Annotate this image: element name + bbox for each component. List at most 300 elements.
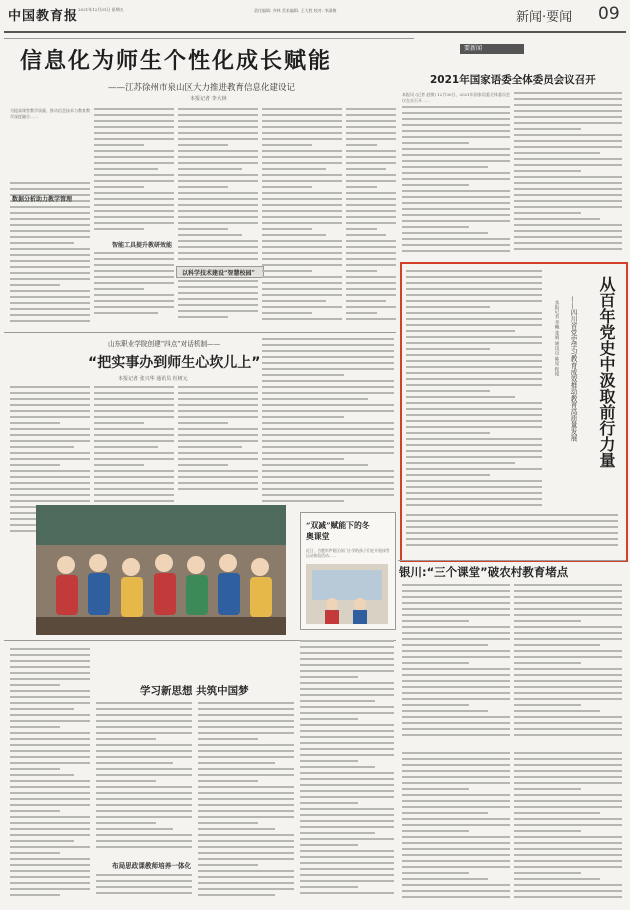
rb-text-col-3 [402,752,510,902]
text-line [94,180,174,182]
text-line [402,250,510,252]
text-line [406,544,618,546]
text-line [262,216,342,218]
text-line [262,234,326,236]
text-line [402,190,510,192]
text-line [10,266,74,268]
text-line [300,658,394,660]
text-line [178,286,258,288]
text-line [406,414,542,416]
text-line [10,218,90,220]
text-line [406,420,542,422]
lead-text-col-2b [94,252,174,322]
text-line [10,810,60,812]
text-line [514,206,622,208]
text-line [262,282,342,284]
text-line [262,488,394,490]
text-line [514,848,622,850]
text-line [514,818,622,820]
text-line [178,162,258,164]
text-line [402,782,510,784]
text-line [300,652,394,654]
text-line [178,180,258,182]
text-line [406,504,542,506]
text-line [406,498,542,500]
text-line [96,840,192,842]
text-line [402,770,510,772]
text-line [346,132,396,134]
text-line [514,116,622,118]
children-photo-image [36,505,286,635]
feature-text [406,270,542,510]
text-line [514,104,622,106]
text-line [94,162,174,164]
text-line [94,144,144,146]
text-line [178,416,258,418]
text-line [10,488,90,490]
text-line [198,882,294,884]
text-line [198,786,294,788]
text-line [402,842,510,844]
text-line [10,320,90,322]
text-line [262,446,394,448]
text-line [514,110,622,112]
text-line [402,650,510,652]
text-line [262,344,394,346]
text-line [514,632,622,634]
text-line [402,662,469,664]
text-line [402,704,469,706]
text-line [10,434,90,436]
text-line [300,826,394,828]
text-line [402,866,510,868]
text-line [262,458,344,460]
text-line [300,682,394,684]
text-line [514,176,622,178]
text-line [178,174,258,176]
text-line [402,118,510,120]
text-line [10,732,90,734]
text-line [300,868,394,870]
text-line [198,780,258,782]
text-line [346,174,396,176]
text-line [96,726,192,728]
text-line [346,108,396,110]
text-line [514,776,622,778]
text-line [300,640,394,642]
text-line [94,294,174,296]
text-line [402,226,469,228]
newspaper-logo: 中国教育报 [8,9,79,24]
text-line [402,656,510,658]
text-line [178,398,258,400]
text-line [10,738,90,740]
text-line [10,792,90,794]
text-line [300,712,394,714]
text-line [402,884,510,886]
classroom-photo-image [306,564,388,624]
text-line [96,774,192,776]
text-line [96,804,192,806]
text-line [198,864,258,866]
text-line [514,890,622,892]
text-line [346,216,396,218]
text-line [94,222,174,224]
text-line [96,744,192,746]
text-line [10,690,90,692]
text-line [262,204,342,206]
lead-byline: 本报记者 李大林 [190,96,227,102]
text-line [406,276,542,278]
text-line [346,192,396,194]
text-line [514,752,622,754]
text-line [10,182,90,184]
lead-subhead-3: 以科学技术建设“智慧校园” [182,270,255,277]
text-line [406,538,618,540]
news-photo [36,505,286,635]
text-line [346,168,386,170]
text-line [178,252,258,254]
text-line [10,296,90,298]
text-line [300,724,394,726]
text-line [94,216,174,218]
text-line [96,732,192,734]
text-line [94,482,174,484]
text-line [10,648,90,650]
text-line [178,452,258,454]
feature-subtitle: ——四川省党史学习教育成效推动教育高质量发展 [569,296,577,442]
lead-text-col-2 [94,108,174,238]
text-line [402,106,510,108]
text-line [402,130,510,132]
text-line [300,832,375,834]
text-line [402,878,488,880]
text-line [262,500,344,502]
text-line [198,888,294,890]
text-line [402,584,510,586]
text-line [198,810,294,812]
text-line [10,678,90,680]
text-line [262,168,326,170]
text-line [406,514,618,516]
text-line [346,270,377,272]
text-line [514,620,581,622]
text-line [10,260,90,262]
text-line [300,814,394,816]
text-line [10,470,90,472]
text-line [178,458,258,460]
text-line [346,300,386,302]
text-line [10,212,90,214]
text-line [514,860,622,862]
right-bottom-headline: 银川:“三个课堂”破农村教育堵点 [399,565,569,579]
text-line [178,216,258,218]
text-line [10,858,90,860]
text-line [10,458,90,460]
mid-headline: “把实事办到师生心坎儿上” [88,355,261,371]
text-line [94,150,174,152]
text-line [178,304,258,306]
text-line [94,186,144,188]
text-line [514,212,581,214]
text-line [10,188,90,190]
text-line [402,136,510,138]
text-line [198,738,258,740]
text-line [514,866,622,868]
mid-text-col-3 [178,386,258,496]
text-line [94,138,174,140]
text-line [96,786,192,788]
text-line [406,294,542,296]
text-line [402,208,510,210]
text-line [198,720,294,722]
text-line [406,306,490,308]
text-line [514,812,600,814]
text-line [514,668,622,670]
text-line [402,794,510,796]
text-line [178,440,258,442]
text-line [94,488,174,490]
text-line [514,122,622,124]
text-line [514,722,622,724]
text-line [514,716,622,718]
text-line [10,798,90,800]
text-line [346,114,396,116]
text-line [96,714,192,716]
text-line [402,602,510,604]
text-line [96,762,173,764]
text-line [514,242,622,244]
text-line [402,764,510,766]
text-line [10,254,90,256]
text-line [514,92,622,94]
text-line [198,858,294,860]
text-line [96,810,192,812]
text-line [514,134,622,136]
text-line [514,158,622,160]
text-line [514,872,581,874]
text-line [178,470,258,472]
text-line [514,140,622,142]
text-line [514,656,622,658]
text-line [96,874,192,876]
text-line [262,404,394,406]
text-line [198,750,294,752]
text-line [96,792,192,794]
text-line [406,526,618,528]
text-line [300,760,358,762]
text-line [514,794,622,796]
text-line [198,792,294,794]
text-line [10,714,90,716]
text-line [514,182,622,184]
text-line [10,684,60,686]
rb-text-col-1 [402,584,510,744]
text-line [94,210,174,212]
text-line [402,232,488,234]
text-line [346,138,396,140]
text-line [10,834,90,836]
text-line [406,318,542,320]
text-line [94,120,174,122]
text-line [346,246,396,248]
text-line [198,732,294,734]
text-line [10,302,90,304]
text-line [10,822,90,824]
text-line [402,632,510,634]
text-line [198,828,275,830]
lead-text-col-3 [178,108,258,268]
text-line [402,734,510,736]
text-line [346,240,396,242]
text-line [94,300,174,302]
text-line [96,822,156,824]
text-line [178,392,258,394]
text-line [406,282,542,284]
text-line [96,780,156,782]
text-line [402,722,510,724]
text-line [198,852,294,854]
text-line [402,818,510,820]
text-line [262,470,394,472]
lead-text-col-1b [10,206,90,326]
text-line [514,146,622,148]
text-line [178,464,228,466]
text-line [402,686,510,688]
text-line [514,674,622,676]
text-line [406,462,515,464]
text-line [10,696,90,698]
text-line [514,602,622,604]
text-line [346,120,396,122]
text-line [262,368,394,370]
text-line [262,162,342,164]
text-line [300,802,358,804]
text-line [94,398,174,400]
text-line [402,244,510,246]
text-line [402,776,510,778]
text-line [10,398,90,400]
text-line [262,210,342,212]
text-line [94,168,158,170]
text-line [198,708,294,710]
text-line [300,754,394,756]
text-line [178,168,242,170]
text-line [402,824,510,826]
photo-news-text: 近日，合肥市庐阳区南门小学的孩子们在开展冰雪运动体验活动…… [306,548,390,558]
text-line [514,152,600,154]
text-line [346,186,377,188]
text-line [94,132,174,134]
text-line [94,126,174,128]
text-line [178,246,258,248]
text-line [300,874,394,876]
text-line [402,638,510,640]
text-line [406,520,618,522]
text-line [402,716,510,718]
text-line [198,744,294,746]
text-line [262,386,394,388]
text-line [406,336,542,338]
text-line [94,276,174,278]
text-line [94,434,174,436]
text-line [94,312,158,314]
text-line [514,608,622,610]
text-line [198,834,294,836]
text-line [178,150,258,152]
mid-text-col-4 [262,338,394,508]
text-line [178,144,228,146]
text-line [178,138,258,140]
text-line [262,476,394,478]
text-line [262,306,342,308]
text-line [10,236,90,238]
text-line [94,500,174,502]
text-line [10,314,90,316]
text-line [10,780,90,782]
text-line [514,842,622,844]
text-line [402,590,510,592]
text-line [300,838,394,840]
text-line [198,804,294,806]
text-line [406,366,542,368]
text-line [96,708,192,710]
text-line [406,450,542,452]
text-line [262,428,394,430]
text-line [262,258,342,260]
text-line [198,846,294,848]
text-line [262,240,342,242]
text-line [178,132,258,134]
text-line [406,324,542,326]
text-line [300,700,375,702]
text-line [262,222,342,224]
text-line [178,210,258,212]
text-line [402,890,510,892]
text-line [10,392,90,394]
text-line [94,288,144,290]
text-line [402,172,510,174]
text-line [346,252,396,254]
text-line [514,626,622,628]
text-line [198,702,294,704]
text-line [402,178,510,180]
text-line [94,494,174,496]
text-line [514,854,622,856]
text-line [406,384,542,386]
bottom-headline: 学习新思想 共筑中国梦 [140,685,249,697]
text-line [406,444,542,446]
text-line [178,114,258,116]
text-line [402,184,469,186]
bottom-subhead: 布局思政课教师培养一体化 [112,862,192,870]
text-line [402,836,510,838]
text-line [406,474,490,476]
text-line [346,198,396,200]
section-name: 新闻·要闻 [516,10,573,25]
text-line [262,300,326,302]
text-line [514,128,581,130]
text-line [94,470,174,472]
text-line [262,482,394,484]
text-line [406,378,542,380]
text-line [402,166,488,168]
text-line [10,500,90,502]
text-line [402,124,510,126]
text-line [346,306,396,308]
text-line [178,292,258,294]
text-line [10,888,90,890]
